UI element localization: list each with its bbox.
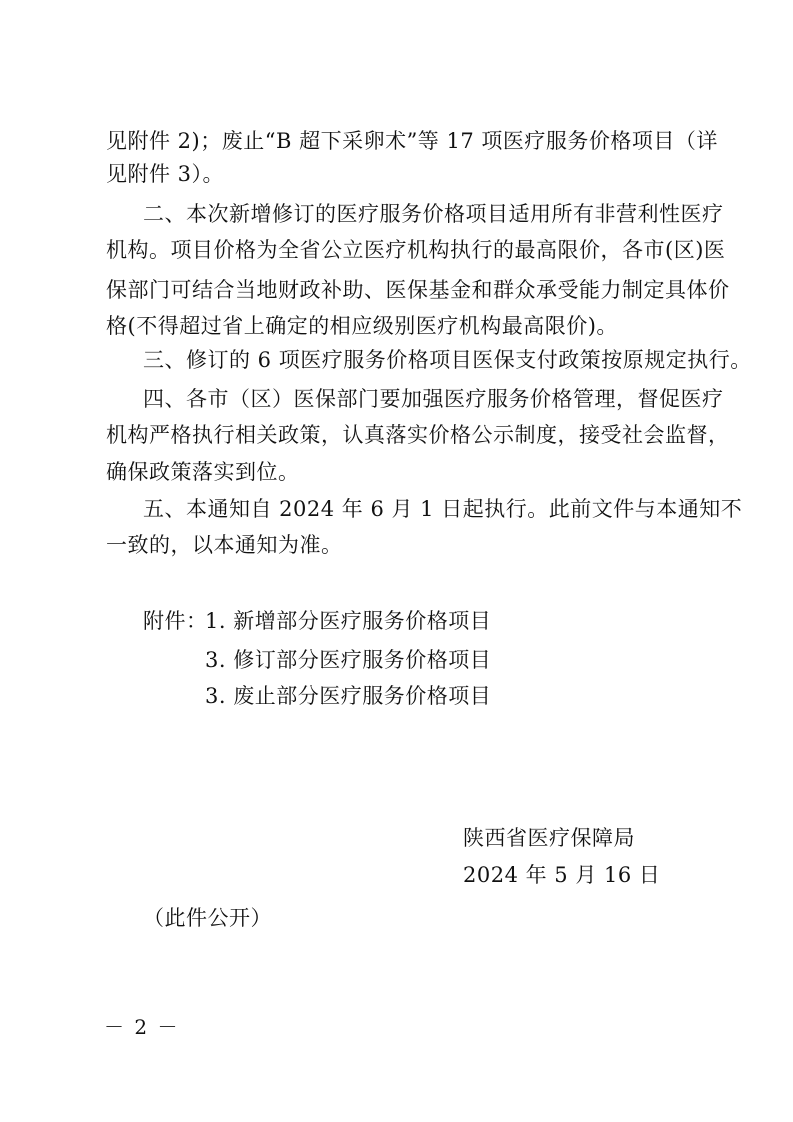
body-line-12: 一致的，以本通知为准。 xyxy=(106,533,343,557)
issue-date: 2024 年 5 月 16 日 xyxy=(463,863,661,887)
body-line-7: 三、修订的 6 项医疗服务价格项目医保支付政策按原规定执行。 xyxy=(143,348,752,372)
body-line-6: 格(不得超过省上确定的相应级别医疗机构最高限价)。 xyxy=(106,314,618,338)
body-line-1: 见附件 2)；废止“B 超下采卵术”等 17 项医疗服务价格项目（详 xyxy=(106,129,718,153)
attachment-item-3: 3. 废止部分医疗服务价格项目 xyxy=(205,684,492,708)
attachment-item-2: 3. 修订部分医疗服务价格项目 xyxy=(205,648,492,672)
body-line-3: 二、本次新增修订的医疗服务价格项目适用所有非营利性医疗 xyxy=(143,202,724,226)
body-line-5: 保部门可结合当地财政补助、医保基金和群众承受能力制定具体价 xyxy=(106,278,730,302)
attachment-item-1: 1. 新增部分医疗服务价格项目 xyxy=(205,609,492,633)
disclosure-note: （此件公开） xyxy=(143,906,272,930)
issuer-name: 陕西省医疗保障局 xyxy=(463,826,635,850)
page-number: － 2 － xyxy=(104,1015,180,1039)
attachments-label: 附件： xyxy=(143,609,208,633)
body-line-9: 机构严格执行相关政策，认真落实价格公示制度，接受社会监督， xyxy=(106,423,730,447)
body-line-4: 机构。项目价格为全省公立医疗机构执行的最高限价，各市(区)医 xyxy=(106,238,726,262)
body-line-8: 四、各市（区）医保部门要加强医疗服务价格管理，督促医疗 xyxy=(143,387,724,411)
body-line-2: 见附件 3）。 xyxy=(106,162,225,186)
body-line-11: 五、本通知自 2024 年 6 月 1 日起执行。此前文件与本通知不 xyxy=(143,497,743,521)
body-line-10: 确保政策落实到位。 xyxy=(106,460,300,484)
